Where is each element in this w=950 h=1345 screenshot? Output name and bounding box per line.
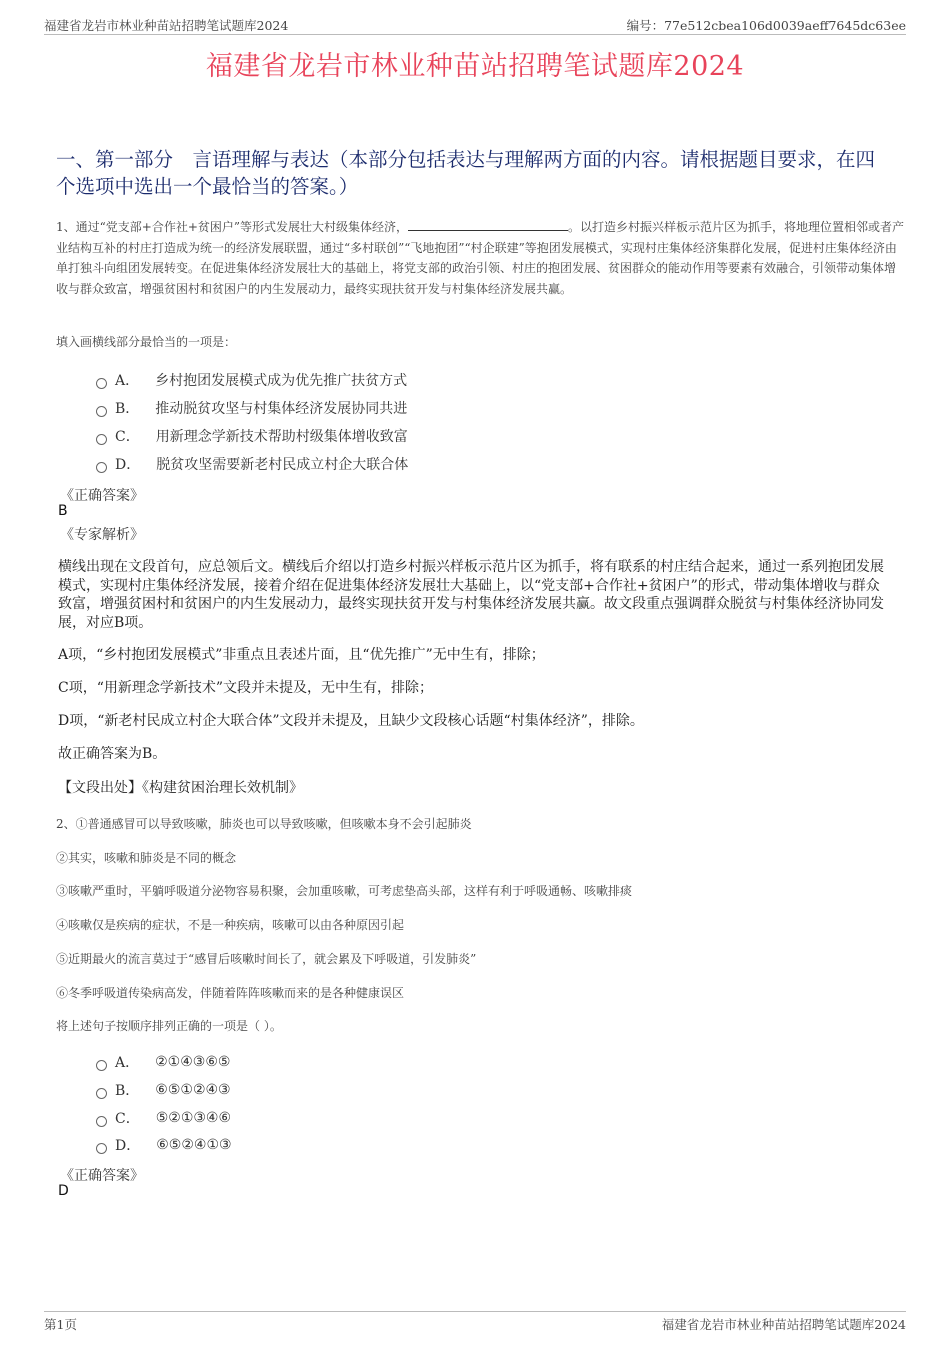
q1-prompt: 填入画横线部分最恰当的一项是： <box>56 335 237 349</box>
q2-prompt: 将上述句子按顺序排列正确的一项是（ ）。 <box>56 1019 282 1033</box>
radio-icon[interactable] <box>96 1088 107 1099</box>
q2-sentence-6: ⑥冬季呼吸道传染病高发，伴随着阵阵咳嗽而来的是各种健康误区 <box>56 986 405 1000</box>
q1-answer: B <box>58 503 68 519</box>
q1-stem-post: 。以打造乡村振兴样板示范片区为抓手，将地理位置相邻或者产业结构互补的村庄打造成为统一的经济发展联盟，通过“多村联创”“飞地抱团”“村企联建”等抱团发展模式，实现村庄集体经济集群化发展，促进村庄集体经济由单打独斗向组团发展转变。在促进集体经济发展壮大的基础上，将党支部的政治引领、村庄的抱团发展、贫困群众的能动作用等要素有效融合，引领带动集体增收与群众致富，增强贫困村和贫困户的内生发展动力，最终实现扶贫开发与村集体经济发展共赢。 <box>56 220 905 296</box>
q1-conclusion: 故正确答案为B。 <box>58 746 167 762</box>
q1-analysis-label: 《专家解析》 <box>60 527 144 543</box>
q2-option-c[interactable]: C． ⑤②①③④⑥ <box>96 1108 231 1128</box>
header-doc-id: 编号：77e512cbea106d0039aeff7645dc63ee <box>626 18 906 33</box>
page-title: 福建省龙岩市林业种苗站招聘笔试题库2024 <box>205 51 745 82</box>
radio-icon[interactable] <box>96 434 107 445</box>
page-footer <box>44 1311 906 1332</box>
q1-stem <box>56 217 906 299</box>
header-left: 福建省龙岩市林业种苗站招聘笔试题库2024 <box>44 18 289 33</box>
q1-blank <box>408 218 568 231</box>
radio-icon[interactable] <box>96 406 107 417</box>
q2-answer-label: 《正确答案》 <box>60 1168 144 1184</box>
q1-answer-label: 《正确答案》 <box>60 488 144 504</box>
page-header <box>44 14 906 35</box>
q1-option-c[interactable]: C． 用新理念学新技术帮助村级集体增收致富 <box>96 426 408 446</box>
q1-analysis: 横线出现在文段首句，应总领后文。横线后介绍以打造乡村振兴样板示范片区为抓手，将有联系的村庄结合起来，通过一系列抱团发展模式，实现村庄集体经济发展，接着介绍在促进集体经济发展壮大基础上，以“党支部+合作社+贫困户”的形式，带动集体增收与群众致富，增强贫困村和贫困户的内生发展动力，最终实现扶贫开发与村集体经济发展共赢。故文段重点强调群众脱贫与村集体经济协同发展，对应B项。 <box>58 559 884 631</box>
q2-sentence-2: ②其实，咳嗽和肺炎是不同的概念 <box>56 851 237 865</box>
q1-source: 【文段出处】《构建贫困治理长效机制》 <box>58 780 303 796</box>
radio-icon[interactable] <box>96 1116 107 1127</box>
q2-sentence-5: ⑤近期最火的流言莫过于“感冒后咳嗽时间长了，就会累及下呼吸道，引发肺炎” <box>56 952 477 966</box>
q1-analysis-c: C项，“用新理念学新技术”文段并未提及，无中生有，排除； <box>58 680 434 696</box>
q2-sentence-1: 2、①普通感冒可以导致咳嗽，肺炎也可以导致咳嗽，但咳嗽本身不会引起肺炎 <box>56 817 472 831</box>
q2-sentence-4: ④咳嗽仅是疾病的症状，不是一种疾病，咳嗽可以由各种原因引起 <box>56 918 405 932</box>
radio-icon[interactable] <box>96 1060 107 1071</box>
q2-option-a[interactable]: A． ②①④③⑥⑤ <box>96 1052 230 1072</box>
radio-icon[interactable] <box>96 1143 107 1154</box>
q1-option-d[interactable]: D． 脱贫攻坚需要新老村民成立村企大联合体 <box>96 454 408 474</box>
q1-analysis-a: A项，“乡村抱团发展模式”非重点且表述片面，且“优先推广”无中生有，排除； <box>58 647 545 663</box>
section-heading: 一、第一部分 言语理解与表达（本部分包括表达与理解两方面的内容。请根据题目要求，在四个选项中选出一个最恰当的答案。） <box>56 148 876 198</box>
q2-option-d[interactable]: D． ⑥⑤②④①③ <box>96 1135 232 1155</box>
footer-page-number: 第1页 <box>44 1317 77 1332</box>
radio-icon[interactable] <box>96 462 107 473</box>
q1-option-a[interactable]: A． 乡村抱团发展模式成为优先推广扶贫方式 <box>96 370 407 390</box>
q1-option-b[interactable]: B． 推动脱贫攻坚与村集体经济发展协同共进 <box>96 398 407 418</box>
q1-analysis-d: D项，“新老村民成立村企大联合体”文段并未提及，且缺少文段核心话题“村集体经济”，排除。 <box>58 713 644 729</box>
q2-answer: D <box>58 1183 69 1199</box>
q2-sentence-3: ③咳嗽严重时，平躺呼吸道分泌物容易积聚，会加重咳嗽，可考虑垫高头部，这样有利于呼吸通畅、咳嗽排痰 <box>56 884 633 898</box>
footer-title: 福建省龙岩市林业种苗站招聘笔试题库2024 <box>661 1317 906 1332</box>
q1-stem-pre: 1、通过“党支部+合作社+贫困户”等形式发展壮大村级集体经济， <box>56 220 409 234</box>
q2-option-b[interactable]: B． ⑥⑤①②④③ <box>96 1080 231 1100</box>
radio-icon[interactable] <box>96 378 107 389</box>
